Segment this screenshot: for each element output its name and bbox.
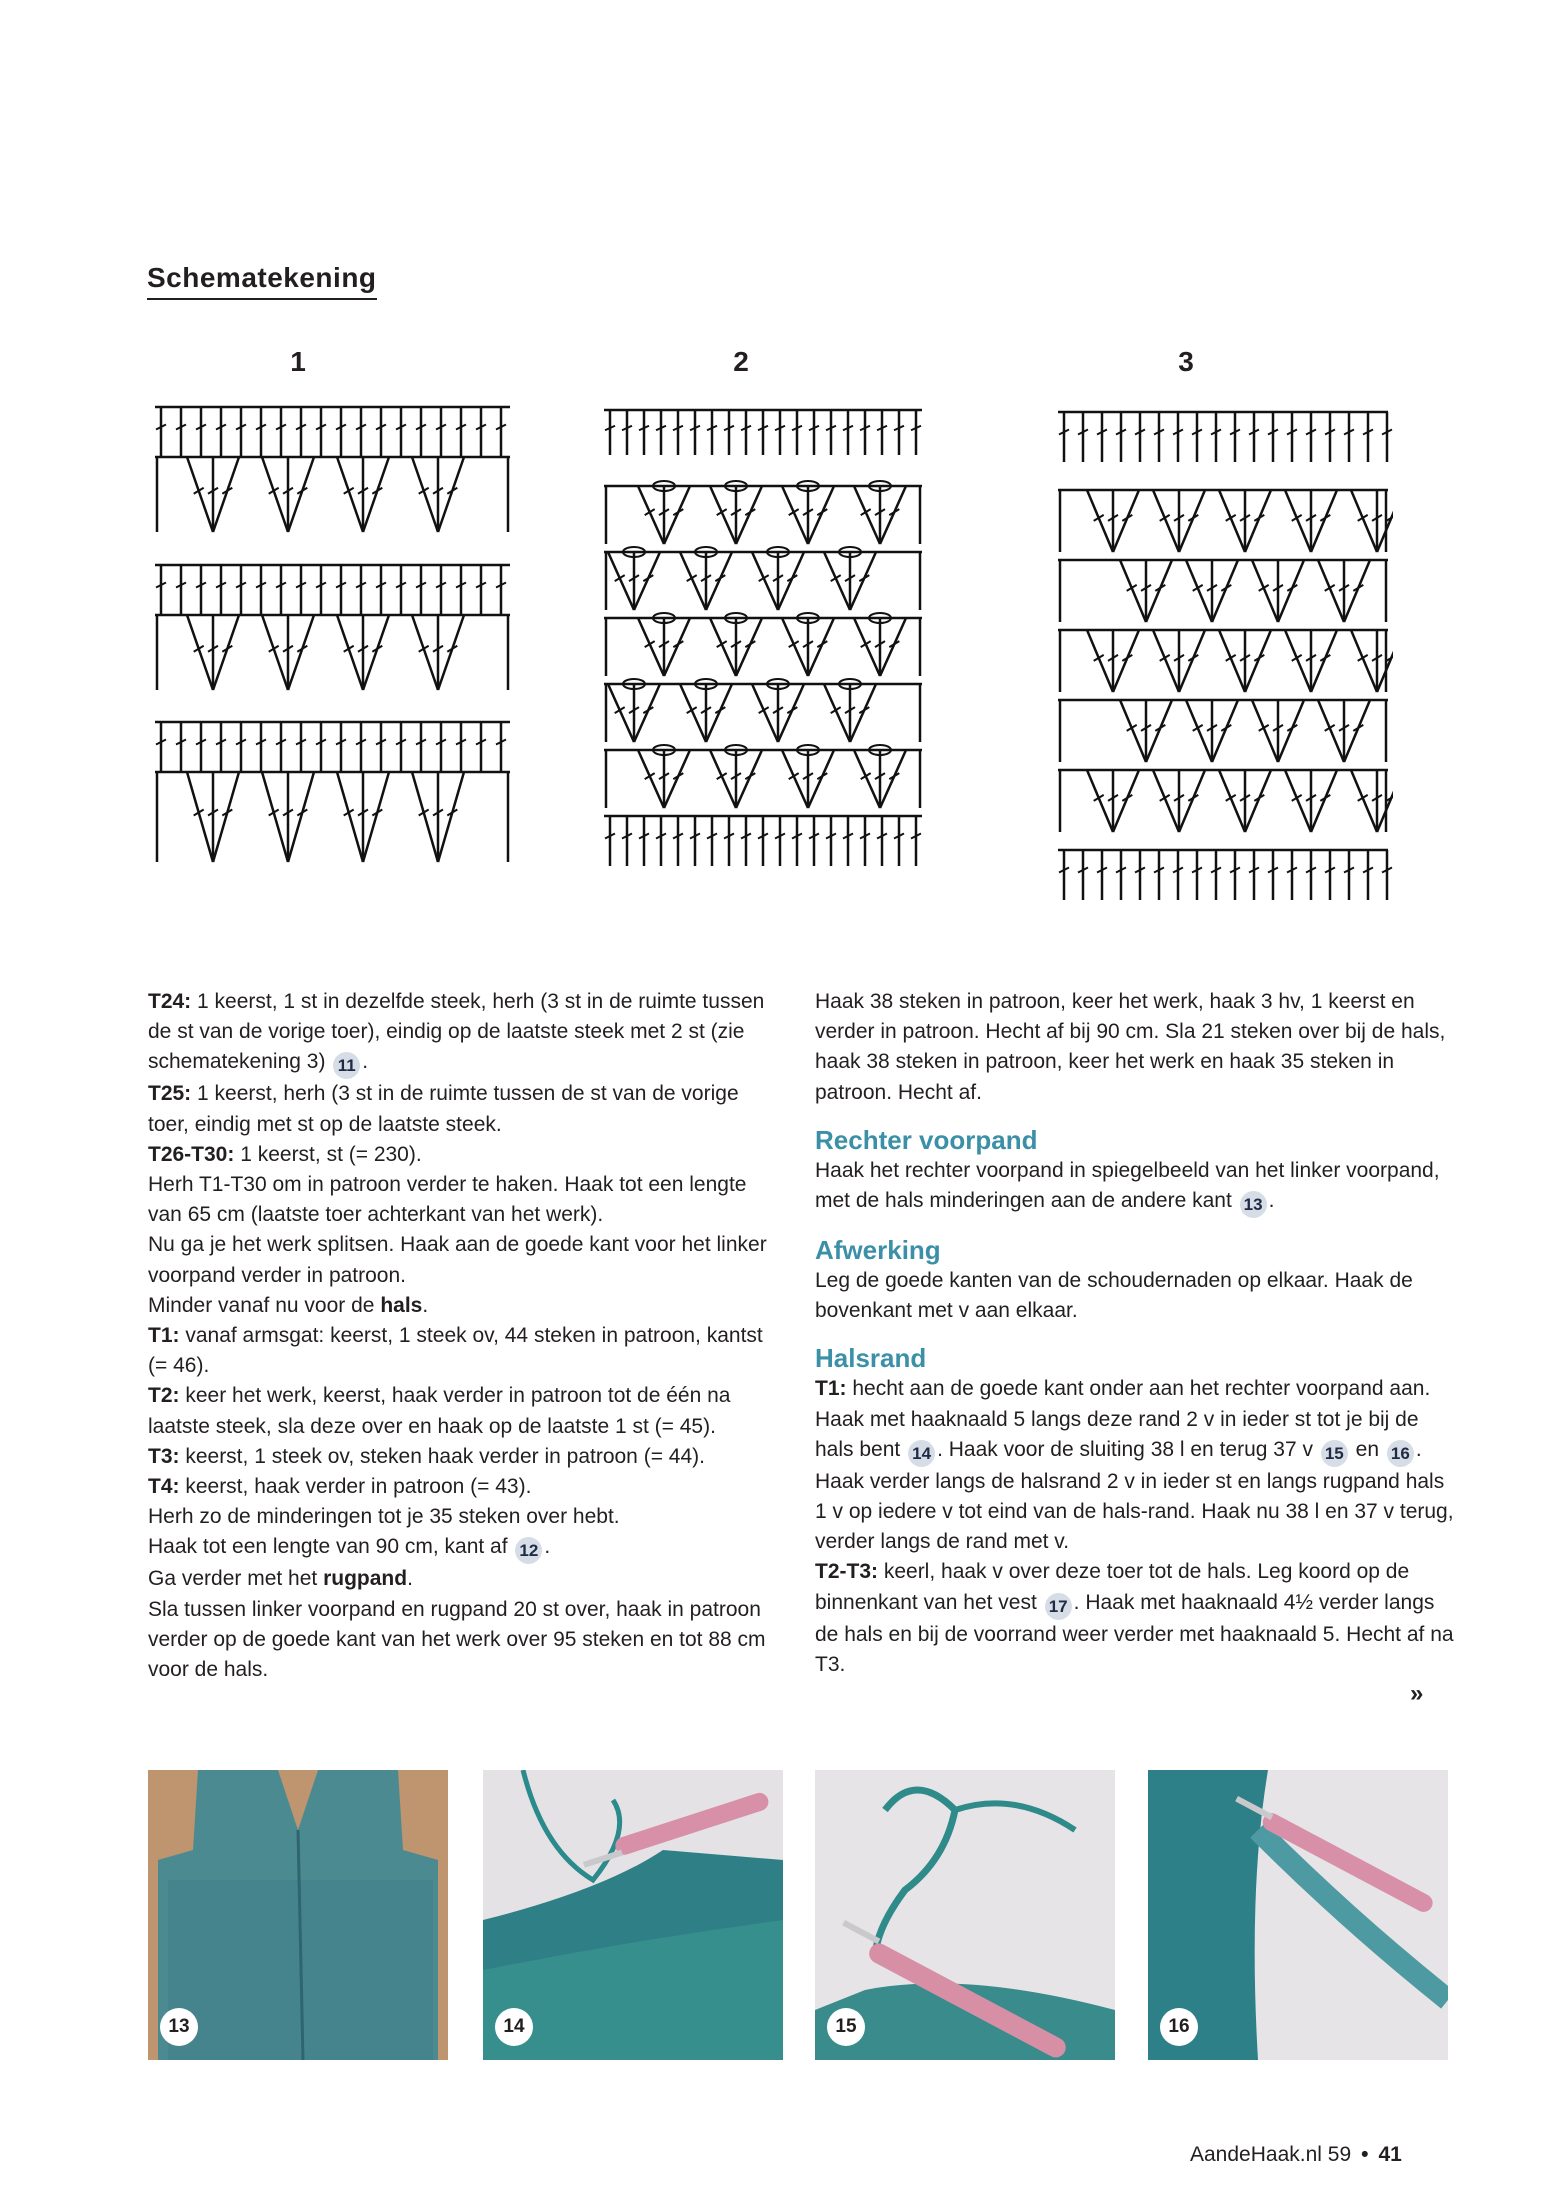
photo-number-badge: 16 — [1160, 2008, 1198, 2046]
photo-ref-badge: 17 — [1045, 1593, 1072, 1620]
fan-stitch — [363, 772, 389, 862]
page-number: 41 — [1378, 2143, 1402, 2166]
fan-stitch — [412, 457, 438, 532]
fan-stitch — [1311, 770, 1337, 832]
fan-stitch — [1245, 630, 1271, 692]
instruction-paragraph — [148, 987, 783, 1079]
instruction-text: keerst, haak verder in patroon (= 43). — [179, 1475, 532, 1499]
fan-stitch — [1212, 700, 1238, 762]
instruction-text: hecht aan de goede kant onder aan het rechter voorpand aan. Haak met haaknaald 5 langs deze rand 2 v in ieder st tot je bij de hals bent — [815, 1377, 1431, 1461]
instruction-text: en — [1349, 1437, 1385, 1461]
instruction-text: keerst, 1 steek ov, steken haak verder in patroon (= 44). — [179, 1444, 705, 1468]
fan-stitch — [438, 772, 464, 862]
fan-stitch — [1113, 770, 1139, 832]
row-label: hals — [380, 1293, 423, 1317]
instruction-text: 1 keerst, st (= 230). — [234, 1142, 422, 1166]
instruction-text: Herh zo de minderingen tot je 35 steken over hebt. — [148, 1505, 620, 1529]
instruction-text: . — [407, 1567, 413, 1591]
fan-stitch — [1311, 630, 1337, 692]
crochet-chart-2 — [604, 408, 926, 870]
subsection-heading: Rechter voorpand — [815, 1124, 1038, 1155]
instruction-text: Minder vanaf nu voor de — [148, 1293, 381, 1317]
instruction-text: 1 keerst, 1 st in dezelfde steek, herh (3 st in de ruimte tussen de st van de vorige toer), eindig op de laatste steek met 2 st (zie schematekening 3) — [148, 990, 765, 1074]
fan-stitch — [337, 615, 363, 690]
fan-stitch — [634, 552, 660, 610]
row-label: T26-T30: — [148, 1142, 235, 1166]
fan-stitch — [808, 750, 834, 808]
row-label: T2: — [148, 1384, 180, 1408]
instruction-text: . Haak voor de sluiting 38 l en terug 37 v — [937, 1437, 1319, 1461]
instruction-text: keerl, haak v over deze toer tot de hals. Leg koord op de binnenkant van het vest — [815, 1560, 1410, 1614]
fan-stitch — [262, 772, 288, 862]
photo-return-row — [1148, 1770, 1448, 2060]
instruction-text: . Haak verder langs de halsrand 2 v in ieder st en langs rugpand hals 1 v op iedere v tot eind van de hals-rand. Haak nu 38 l en 37 v terug, verder langs de rand met v. — [815, 1437, 1454, 1554]
fan-stitch — [1245, 770, 1271, 832]
crochet-chart-3 — [1058, 410, 1393, 905]
instructions-left-column — [148, 987, 783, 1685]
fan-stitch — [880, 486, 906, 544]
row-label: T25: — [148, 1082, 192, 1106]
photo-ref-badge: 15 — [1321, 1440, 1348, 1467]
instruction-text: . — [544, 1535, 551, 1559]
fan-stitch — [213, 772, 239, 862]
fan-stitch — [850, 684, 876, 742]
fan-stitch — [808, 618, 834, 676]
fan-stitch — [1278, 700, 1304, 762]
fan-stitch — [412, 615, 438, 690]
row-label: T2-T3: — [815, 1560, 878, 1584]
photo-ref-badge: 13 — [1240, 1191, 1267, 1218]
instruction-text: . — [422, 1293, 429, 1317]
subsection-heading: Halsrand — [815, 1343, 927, 1374]
fan-stitch — [664, 486, 690, 544]
instruction-paragraph — [148, 1079, 783, 1139]
fan-stitch — [363, 615, 389, 690]
photo-ref-badge: 16 — [1387, 1440, 1414, 1467]
instruction-text: Sla tussen linker voorpand en rugpand 20 st over, haak in patroon verder op de goede kant van het werk over 95 steken en tot 88 cm voor de hals. — [148, 1597, 766, 1682]
fan-stitch — [1311, 490, 1337, 552]
fan-stitch — [736, 750, 762, 808]
fan-stitch — [412, 772, 438, 862]
fan-stitch — [187, 457, 213, 532]
diagram-number-1: 1 — [290, 346, 306, 377]
footer-bullet: • — [1361, 2143, 1369, 2166]
instruction-text: Nu ga je het werk splitsen. Haak aan de goede kant voor het linker voorpand verder in patroon. — [148, 1233, 767, 1287]
crochet-chart-1 — [155, 405, 515, 867]
instruction-paragraph — [148, 1502, 783, 1532]
photo-vest-front — [148, 1770, 448, 2060]
instruction-text: keer het werk, keerst, haak verder in patroon tot de één na laatste steek, sla deze over en haak op de laatste 1 st (= 45). — [148, 1384, 731, 1438]
instruction-paragraph — [148, 1381, 783, 1441]
photo-number-badge: 14 — [495, 2008, 533, 2046]
fan-stitch — [1146, 560, 1172, 622]
instruction-text: Haak 38 steken in patroon, keer het werk, haak 3 hv, 1 keerst en verder in patroon. Hecht af bij 90 cm. Sla 21 steken over bij de hals, haak 38 steken in patroon, keer het werk en haak 35 steken in patroon. Hecht af. — [815, 990, 1446, 1104]
row-label: T4: — [148, 1475, 180, 1499]
fan-stitch — [438, 457, 464, 532]
fan-stitch — [337, 457, 363, 532]
row-label: T3: — [148, 1444, 180, 1468]
instruction-paragraph — [815, 1156, 1455, 1218]
fan-stitch — [778, 552, 804, 610]
instruction-text: Ga verder met het — [148, 1567, 324, 1591]
fan-stitch — [337, 772, 363, 862]
fan-stitch — [664, 618, 690, 676]
fan-stitch — [438, 615, 464, 690]
instruction-paragraph — [815, 987, 1455, 1108]
fan-stitch — [1212, 560, 1238, 622]
instruction-paragraph — [148, 1230, 783, 1290]
fan-stitch — [213, 457, 239, 532]
fan-stitch — [213, 615, 239, 690]
instruction-paragraph — [148, 1564, 783, 1594]
instruction-text: Haak tot een lengte van 90 cm, kant af — [148, 1535, 514, 1559]
page-footer — [1190, 2143, 1402, 2167]
section-title: Schematekening — [147, 262, 377, 300]
fan-stitch — [778, 684, 804, 742]
fan-stitch — [1113, 630, 1139, 692]
instruction-paragraph — [148, 1532, 783, 1564]
fan-stitch — [288, 457, 314, 532]
instruction-paragraph — [148, 1291, 783, 1321]
footer-site: AandeHaak.nl 59 — [1190, 2143, 1352, 2166]
fan-stitch — [706, 684, 732, 742]
instruction-text: Haak het rechter voorpand in spiegelbeeld van het linker voorpand, met de hals minderingen aan de andere kant — [815, 1158, 1440, 1213]
fan-stitch — [736, 486, 762, 544]
instruction-paragraph — [148, 1595, 783, 1686]
fan-stitch — [850, 552, 876, 610]
row-label: T1: — [815, 1377, 847, 1401]
instruction-text: . — [362, 1050, 369, 1074]
fan-stitch — [634, 684, 660, 742]
instruction-paragraph — [148, 1170, 783, 1230]
instruction-text: 1 keerst, herh (3 st in de ruimte tussen de st van de vorige toer, eindig met st op de laatste steek. — [148, 1082, 739, 1136]
fan-stitch — [736, 618, 762, 676]
fan-stitch — [262, 615, 288, 690]
fan-stitch — [1179, 490, 1205, 552]
row-label: rugpand — [323, 1567, 408, 1591]
fan-stitch — [880, 618, 906, 676]
instruction-paragraph — [148, 1442, 783, 1472]
fan-stitch — [1113, 490, 1139, 552]
fan-stitch — [187, 772, 213, 862]
fan-stitch — [363, 457, 389, 532]
photo-ref-badge: 11 — [333, 1052, 360, 1079]
continue-arrow-icon: » — [1410, 1680, 1424, 1707]
fan-stitch — [1179, 630, 1205, 692]
row-label: T24: — [148, 990, 192, 1013]
photo-chain-closure — [815, 1770, 1115, 2060]
fan-stitch — [1344, 700, 1370, 762]
instructions-right-column — [815, 987, 1455, 1680]
photo-number-badge: 15 — [827, 2008, 865, 2046]
instruction-paragraph — [815, 1557, 1455, 1680]
photo-ref-badge: 12 — [515, 1537, 542, 1564]
fan-stitch — [288, 615, 314, 690]
photo-number-badge: 13 — [160, 2008, 198, 2046]
diagram-number-3: 3 — [1178, 346, 1194, 377]
diagram-number-2: 2 — [733, 346, 749, 377]
fan-stitch — [706, 552, 732, 610]
photo-ref-badge: 14 — [908, 1440, 935, 1467]
fan-stitch — [664, 750, 690, 808]
fan-stitch — [808, 486, 834, 544]
instruction-paragraph — [815, 1266, 1455, 1326]
row-label: T1: — [148, 1324, 180, 1348]
fan-stitch — [1146, 700, 1172, 762]
instruction-paragraph — [148, 1321, 783, 1381]
fan-stitch — [288, 772, 314, 862]
instruction-text: . Haak met haaknaald 4½ verder langs de hals en bij de voorrand weer verder met haaknaald 5. Hecht af na T3. — [815, 1590, 1454, 1676]
instruction-text: Herh T1-T30 om in patroon verder te haken. Haak tot een lengte van 65 cm (laatste toer achterkant van het werk). — [148, 1173, 747, 1227]
instruction-text: vanaf armsgat: keerst, 1 steek ov, 44 steken in patroon, kantst (= 46). — [148, 1324, 763, 1378]
instruction-text: . — [1268, 1189, 1275, 1213]
instruction-paragraph — [148, 1140, 783, 1170]
instruction-text: Leg de goede kanten van de schoudernaden op elkaar. Haak de bovenkant met v aan elkaar. — [815, 1269, 1413, 1323]
fan-stitch — [1344, 560, 1370, 622]
instruction-paragraph — [148, 1472, 783, 1502]
fan-stitch — [262, 457, 288, 532]
instruction-paragraph — [815, 1374, 1455, 1557]
fan-stitch — [1245, 490, 1271, 552]
photo-neck-edge — [483, 1770, 783, 2060]
fan-stitch — [880, 750, 906, 808]
fan-stitch — [1179, 770, 1205, 832]
fan-stitch — [1278, 560, 1304, 622]
fan-stitch — [187, 615, 213, 690]
subsection-heading: Afwerking — [815, 1235, 941, 1266]
